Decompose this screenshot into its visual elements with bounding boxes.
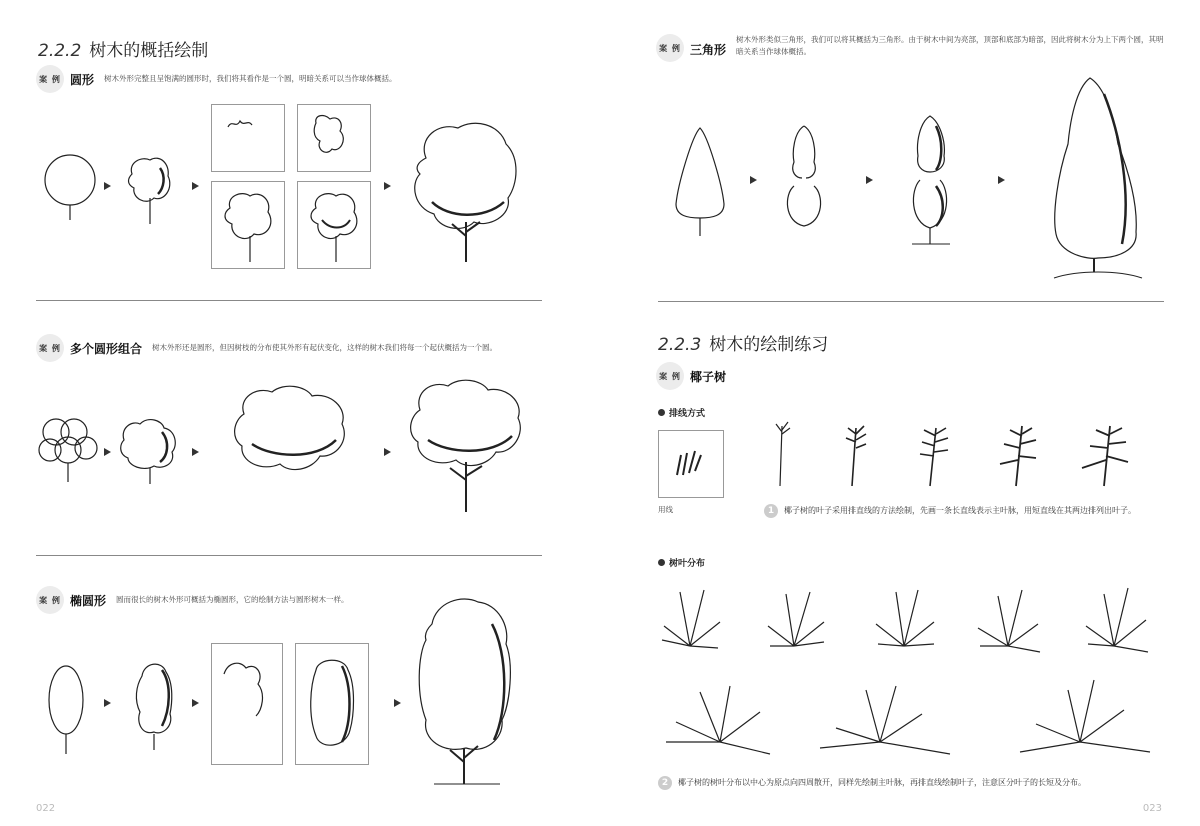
- case-circle: [36, 65, 397, 93]
- circle-final-tree-sketch: [408, 118, 522, 264]
- step-number: 2: [658, 776, 672, 790]
- step-frame: [297, 181, 371, 269]
- case-multiple-circles: [36, 334, 497, 362]
- bullet-dot-icon: [658, 409, 665, 416]
- triangle-final-tree-sketch: [1048, 74, 1144, 284]
- case-description: 树木外形还是圆形，但因树枝的分布使其外形有起伏变化，这样的树木我们将每一个起伏概括为一个圆。: [152, 343, 498, 352]
- triangle-shaded-sketch: [906, 112, 958, 248]
- case-name: 椭圆形: [70, 593, 107, 608]
- divider: [36, 555, 542, 556]
- section-title-223: [658, 330, 828, 355]
- case-name: 椰子树: [690, 369, 727, 384]
- case-triangle: [656, 34, 1166, 62]
- step-2: [658, 776, 1168, 790]
- ellipse-shaded-sketch: [132, 660, 176, 752]
- section-number: 2.2.3: [658, 335, 702, 355]
- case-palm: [656, 362, 726, 390]
- bullet-dot-icon: [658, 559, 665, 566]
- bullet-label: 排线方式: [669, 409, 706, 419]
- case-badge: 案 例: [36, 334, 64, 362]
- section-heading: 树木的概括绘制: [89, 41, 209, 61]
- step-frame: [297, 104, 371, 172]
- step-text: 椰子树的树叶分布以中心为原点向四周散开，同样先绘制主叶脉，再排直线绘制叶子，注意区分叶子的长短及分布。: [678, 778, 1086, 787]
- arrow-icon: [192, 699, 199, 707]
- multi-circle-shaded-sketch: [118, 418, 182, 486]
- case-description: 圆而很长的树木外形可概括为椭圆形，它的绘制方法与圆形树木一样。: [116, 595, 349, 604]
- arrow-icon: [192, 448, 199, 456]
- multi-circle-outline-sketch: [38, 418, 100, 484]
- ellipse-final-tree-sketch: [414, 594, 516, 788]
- case-name: 三角形: [690, 43, 727, 57]
- circle-outline-sketch: [44, 152, 100, 222]
- section-title-222: [38, 36, 208, 61]
- page-number: 022: [36, 803, 56, 814]
- case-badge: 案 例: [36, 586, 64, 614]
- line-sample-label: 用线: [658, 505, 673, 514]
- step-frame: [295, 643, 369, 765]
- arrow-icon: [394, 699, 401, 707]
- multi-circle-final-tree-sketch: [408, 376, 526, 516]
- case-badge: 案 例: [36, 65, 64, 93]
- step-frame: [211, 643, 283, 765]
- palm-leaf-steps-sketch: [770, 420, 1166, 492]
- bullet-hatching: [658, 406, 705, 419]
- page-number: 023: [1142, 803, 1162, 814]
- step-number: 1: [764, 504, 778, 518]
- divider: [36, 300, 542, 301]
- arrow-icon: [998, 176, 1005, 184]
- step-text: 椰子树的叶子采用排直线的方法绘制，先画一条长直线表示主叶脉，用短直线在其两边排列出叶子。: [784, 506, 1136, 515]
- arrow-icon: [750, 176, 757, 184]
- right-page: [600, 0, 1200, 826]
- bullet-leaf-distribution: [658, 556, 705, 569]
- step-1: [764, 504, 1168, 518]
- step-frame: [211, 104, 285, 172]
- arrow-icon: [384, 448, 391, 456]
- arrow-icon: [104, 699, 111, 707]
- arrow-icon: [104, 182, 111, 190]
- arrow-icon: [104, 448, 111, 456]
- divider: [658, 301, 1164, 302]
- ellipse-outline-sketch: [46, 664, 86, 756]
- bullet-label: 树叶分布: [669, 559, 706, 569]
- case-name: 多个圆形组合: [70, 341, 143, 356]
- section-heading: 树木的绘制练习: [709, 335, 829, 355]
- case-name: 圆形: [70, 72, 95, 87]
- multi-circle-step-sketch: [232, 384, 350, 480]
- case-description: 树木外形完整且呈饱满的圆形时，我们将其看作是一个圆，明暗关系可以当作球体概括。: [104, 74, 397, 83]
- arrow-icon: [866, 176, 873, 184]
- arrow-icon: [384, 182, 391, 190]
- triangle-two-circles-sketch: [780, 122, 832, 234]
- section-number: 2.2.2: [38, 41, 82, 61]
- case-description: 树木外形类似三角形，我们可以将其概括为三角形。由于树木中间为亮部，顶部和底部为暗部，因此将树木分为上下两个圆，其明暗关系当作球体概括。: [736, 35, 1164, 56]
- step-frame: [211, 181, 285, 269]
- case-badge: 案 例: [656, 362, 684, 390]
- case-ellipse: [36, 586, 349, 614]
- palm-leaf-distribution-sketch: [660, 582, 1170, 768]
- case-badge: 案 例: [656, 34, 684, 62]
- arrow-icon: [192, 182, 199, 190]
- circle-shaded-sketch: [124, 154, 176, 226]
- line-sample-frame: [658, 430, 724, 498]
- triangle-outline-sketch: [674, 124, 728, 238]
